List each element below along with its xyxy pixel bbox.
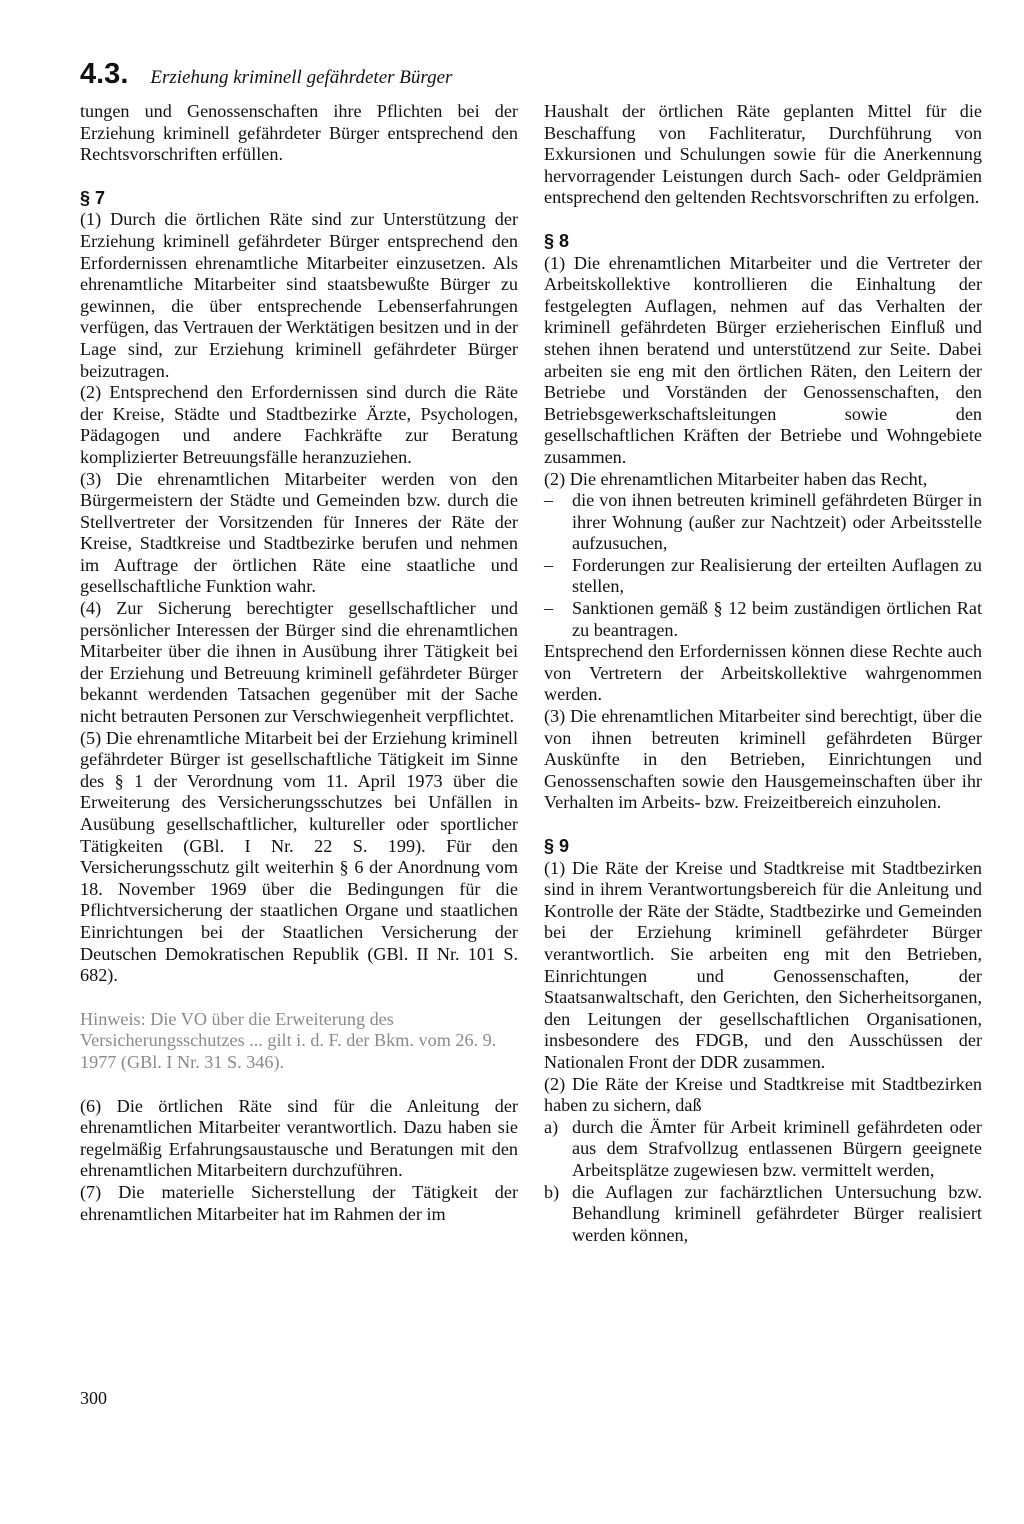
paragraph-7-2: (2) Entsprechend den Erfordernissen sind durch die Räte der Kreise, Städte und Stadtbezirke Ärzte, Psychologen, Pädagogen und andere Fachkräfte zur Beratung komplizierter Betreuungsfälle heranzuziehen.	[80, 382, 518, 467]
dash-marker: –	[544, 554, 554, 575]
list-item	[544, 1117, 982, 1182]
paragraph-9-heading: § 9	[544, 836, 570, 856]
letter-marker-b: b)	[544, 1181, 560, 1202]
list-item-text: durch die Ämter für Arbeit kriminell gefährdeten oder aus dem Strafvollzug entlassenen Bürgern geeignete Arbeitsplätze zugewiesen bzw. vermittelt werden,	[572, 1116, 982, 1180]
paragraph-8-1: (1) Die ehrenamtlichen Mitarbeiter und die Vertreter der Arbeitskollektive kontrollieren die Einhaltung der festgelegten Auflagen, nehmen auf das Verhalten der kriminell gefährdeten Bürger erzieherischen Einfluß und stehen ihnen beratend und unterstützend zur Seite. Dabei arbeiten sie eng mit den örtlichen Räten, den Leitern der Betriebe und Vorständen der Genossenschaften, den Betriebsgewerkschaftsleitungen sowie den gesellschaftlichen Kräften der Betriebe und Wohngebiete zusammen.	[544, 252, 982, 467]
paragraph-8-2-list	[544, 490, 982, 641]
paragraph-8-2-intro: (2) Die ehrenamtlichen Mitarbeiter haben das Recht,	[544, 468, 928, 489]
paragraph-7-5: (5) Die ehrenamtliche Mitarbeit bei der Erziehung kriminell gefährdeter Bürger ist gesellschaftliche Tätigkeit im Sinne des § 1 der Verordnung vom 11. April 1973 über die Erweiterung des Versicherungsschutzes bei Unfällen in Ausübung gesellschaftlicher, kultureller oder sportlicher Tätigkeiten (GBl. I Nr. 22 S. 199). Für den Versicherungsschutz gilt weiterhin § 6 der Anordnung vom 18. November 1969 über die Bedingungen für die Pflichtversicherung der staatlichen Organe und staatlichen Einrichtungen bei der Staatlichen Versicherung der Deutschen Demokratischen Republik (GBl. II Nr. 101 S. 682).	[80, 727, 518, 986]
paragraph-7-3: (3) Die ehrenamtlichen Mitarbeiter werden von den Bürgermeistern der Städte und Gemeinden bzw. durch die Stellvertreter der Vorsitzenden für Inneres der Räte der Kreise, Stadtkreise und Stadtbezirke berufen und nehmen im Auftrage der örtlichen Räte eine staatliche und gesellschaftliche Funktion wahr.	[80, 468, 518, 597]
page-number: 300	[80, 1388, 107, 1408]
list-item-text: Forderungen zur Realisierung der erteilten Auflagen zu stellen,	[572, 554, 982, 597]
section-number: 4.3.	[80, 58, 129, 90]
list-item	[544, 555, 982, 598]
list-item	[544, 598, 982, 641]
dash-marker: –	[544, 490, 554, 511]
paragraph-7-6: (6) Die örtlichen Räte sind für die Anleitung der ehrenamtlichen Mitarbeiter verantwortlich. Dazu haben sie regelmäßig Erfahrungsaustausche und Beratungen mit den ehrenamtlichen Mitarbeitern durchzuführen.	[80, 1095, 518, 1181]
list-item-text: die von ihnen betreuten kriminell gefährdeten Bürger in ihrer Wohnung (außer zur Nachtzeit) oder Arbeitsstelle aufzusuchen,	[572, 490, 982, 554]
letter-marker-a: a)	[544, 1116, 559, 1137]
paragraph-8-heading: § 8	[544, 230, 570, 251]
paragraph-8-3: (3) Die ehrenamtlichen Mitarbeiter sind berechtigt, über die von ihnen betreuten kriminell gefährdeten Bürger Auskünfte in den Betrieben, Einrichtungen und Genossenschaften sowie den Hausgemeinschaften über ihr Verhalten im Arbeits- bzw. Freizeitbereich einzuholen.	[544, 706, 982, 813]
left-column	[80, 101, 518, 1225]
list-item-text: die Auflagen zur fachärztlichen Untersuchung bzw. Behandlung kriminell gefährdeter Bürger realisiert werden können,	[572, 1181, 982, 1245]
paragraph-9-2-list	[544, 1117, 982, 1247]
list-item-text: Sanktionen gemäß § 12 beim zuständigen örtlichen Rat zu beantragen.	[572, 598, 982, 640]
note-hinweis: Hinweis: Die VO über die Erweiterung des Versicherungsschutzes ... gilt i. d. F. der Bkm. vom 26. 9. 1977 (GBl. I Nr. 31 S. 346).	[80, 1008, 497, 1072]
section-title: Erziehung kriminell gefährdeter Bürger	[150, 67, 453, 88]
paragraph-8-2-outro: Entsprechend den Erfordernissen können diese Rechte auch von Vertretern der Arbeitskollektive wahrgenommen werden.	[544, 641, 982, 705]
list-item	[544, 490, 982, 555]
paragraph-7-heading: § 7	[80, 187, 106, 208]
paragraph-7-1: (1) Durch die örtlichen Räte sind zur Unterstützung der Erziehung kriminell gefährdeter Bürger entsprechend den Erfordernissen ehrenamtliche Mitarbeiter einzusetzen. Als ehrenamtliche Mitarbeiter sind staatsbewußte Bürger zu gewinnen, die über entsprechende Lebenserfahrungen verfügen, das Vertrauen der Werktätigen besitzen und in der Lage sind, zur Erziehung kriminell gefährdeter Bürger beizutragen.	[80, 209, 518, 381]
continuation-paragraph: Haushalt der örtlichen Räte geplanten Mittel für die Beschaffung von Fachliteratur, Durchführung von Exkursionen und Schulungen sowie für die Anerkennung hervorragender Leistungen durch Sach- oder Geldprämien entsprechend den geltenden Rechtsvorschriften zu erfolgen.	[544, 101, 982, 208]
paragraph-7-4: (4) Zur Sicherung berechtigter gesellschaftlicher und persönlicher Interessen der Bürger sind die ehrenamtlichen Mitarbeiter über die ihnen in Ausübung ihrer Tätigkeit bei der Erziehung und Betreuung kriminell gefährdeter Bürger bekannt werdenden Tatsachen gegenüber mit der Sache nicht betrauten Personen zur Verschwiegenheit verpflichtet.	[80, 598, 518, 727]
intro-paragraph: tungen und Genossenschaften ihre Pflichten bei der Erziehung kriminell gefährdeter Bürger entsprechend den Rechtsvorschriften erfüllen.	[80, 101, 518, 165]
list-item	[544, 1182, 982, 1247]
running-header	[80, 58, 452, 91]
paragraph-7-7: (7) Die materielle Sicherstellung der Tätigkeit der ehrenamtlichen Mitarbeiter hat im Rahmen der im	[80, 1181, 518, 1224]
paragraph-9-1: (1) Die Räte der Kreise und Stadtkreise mit Stadtbezirken sind in ihrem Verantwortungsbereich für die Anleitung und Kontrolle der Räte der Städte, Stadtbezirke und Gemeinden bei der Erziehung kriminell gefährdeter Bürger verantwortlich. Sie arbeiten eng mit den Betrieben, Einrichtungen und Genossenschaften, der Staatsanwaltschaft, den Gerichten, den Sicherheitsorganen, den Leitungen der gesellschaftlichen Organisationen, insbesondere des FDGB, und den Ausschüssen der Nationalen Front der DDR zusammen.	[544, 857, 982, 1072]
dash-marker: –	[544, 598, 554, 619]
paragraph-9-2-intro: (2) Die Räte der Kreise und Stadtkreise mit Stadtbezirken haben zu sichern, daß	[544, 1073, 982, 1116]
right-column	[544, 101, 982, 1246]
